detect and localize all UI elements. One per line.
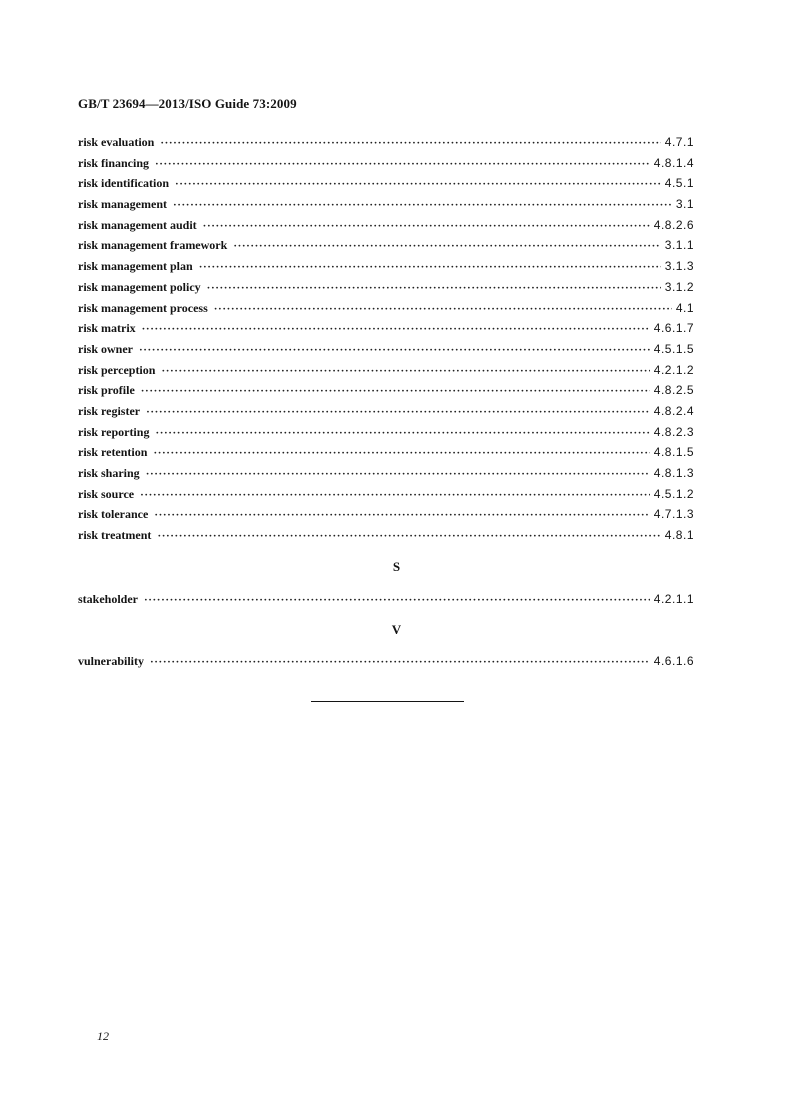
index-term: risk retention	[78, 445, 148, 460]
index-entry	[78, 153, 694, 174]
index-term: risk owner	[78, 341, 133, 356]
dot-leader	[233, 236, 660, 257]
index-ref: 3.1.1	[664, 238, 694, 253]
index-entry	[78, 277, 694, 298]
standard-header: GB/T 23694—2013/ISO Guide 73:2009	[78, 96, 297, 111]
index-ref: 3.1.3	[664, 259, 694, 274]
index-term: risk source	[78, 486, 135, 501]
index-entry	[78, 132, 694, 153]
index-term: risk sharing	[78, 466, 140, 480]
index-entry	[78, 525, 694, 546]
index-entry	[78, 380, 694, 401]
dot-leader	[161, 361, 649, 382]
index-ref: 4.8.1.4	[653, 155, 694, 170]
index-ref: 4.2.1.2	[653, 362, 694, 377]
index-term: risk identification	[78, 176, 170, 191]
dot-leader	[160, 133, 660, 154]
page-number: 12	[97, 1029, 109, 1043]
index-ref: 4.6.1.7	[653, 321, 694, 336]
index-term: vulnerability	[78, 654, 145, 668]
index-ref: 4.8.2.6	[653, 217, 694, 232]
index-ref: 3.1	[675, 197, 694, 212]
dot-leader	[153, 443, 649, 464]
dot-leader	[155, 423, 649, 444]
index-ref: 4.8.1.3	[653, 466, 694, 480]
index-entry	[78, 256, 694, 277]
index-ref: 4.5.1.5	[653, 341, 694, 356]
index-term: risk register	[78, 403, 141, 418]
index-entry	[78, 401, 694, 422]
index-term: risk reporting	[78, 424, 150, 439]
dot-leader	[146, 464, 650, 485]
index-term: risk treatment	[78, 528, 152, 543]
index-ref: 4.8.1	[664, 528, 694, 543]
index-term: stakeholder	[78, 592, 138, 606]
index-term: risk financing	[78, 155, 150, 170]
index-entry	[78, 194, 694, 215]
index-ref: 4.5.1	[664, 176, 694, 191]
index-list-r	[78, 132, 694, 546]
index-entry	[78, 339, 694, 360]
dot-leader	[141, 381, 650, 402]
index-ref: 4.6.1.6	[653, 654, 694, 668]
section-letter-s: S	[392, 559, 401, 574]
index-list-v	[78, 651, 694, 672]
index-ref: 4.8.2.3	[653, 424, 694, 439]
index-ref: 4.8.2.4	[653, 403, 694, 418]
index-ref: 4.2.1.1	[653, 592, 694, 606]
index-term: risk evaluation	[78, 135, 155, 149]
index-term: risk management plan	[78, 259, 193, 274]
index-entry	[78, 173, 694, 194]
dot-leader	[146, 402, 650, 423]
dot-leader	[144, 590, 650, 611]
section-letter-v: V	[391, 622, 402, 637]
dot-leader	[155, 154, 650, 175]
index-entry	[78, 484, 694, 505]
dot-leader	[199, 257, 661, 278]
dot-leader	[214, 299, 672, 320]
dot-leader	[154, 505, 649, 526]
index-term: risk management process	[78, 300, 208, 315]
index-list-s	[78, 589, 694, 610]
dot-leader	[142, 319, 650, 340]
index-term: risk matrix	[78, 321, 136, 336]
index-entry	[78, 589, 694, 610]
index-entry	[78, 463, 694, 484]
dot-leader	[175, 174, 661, 195]
index-term: risk tolerance	[78, 507, 149, 522]
index-ref: 4.5.1.2	[653, 486, 694, 501]
index-ref: 3.1.2	[664, 279, 694, 294]
index-ref: 4.7.1.3	[653, 507, 694, 522]
index-entry	[78, 442, 694, 463]
dot-leader	[157, 526, 660, 547]
index-entry	[78, 235, 694, 256]
index-entry	[78, 360, 694, 381]
end-rule	[311, 701, 464, 702]
index-ref: 4.8.2.5	[653, 383, 694, 398]
index-entry	[78, 422, 694, 443]
dot-leader	[140, 485, 650, 506]
index-ref: 4.1	[675, 300, 694, 315]
index-entry	[78, 651, 694, 672]
index-ref: 4.8.1.5	[653, 445, 694, 460]
dot-leader	[173, 195, 672, 216]
dot-leader	[207, 278, 661, 299]
index-entry	[78, 318, 694, 339]
index-term: risk management policy	[78, 279, 201, 294]
index-term: risk management	[78, 197, 167, 212]
index-entry	[78, 215, 694, 236]
index-term: risk management audit	[78, 217, 197, 232]
dot-leader	[139, 340, 650, 361]
index-term: risk management framework	[78, 238, 228, 253]
index-entry	[78, 504, 694, 525]
dot-leader	[150, 652, 650, 673]
index-entry	[78, 298, 694, 319]
index-term: risk profile	[78, 383, 135, 398]
index-ref: 4.7.1	[664, 135, 694, 149]
index-term: risk perception	[78, 362, 156, 377]
dot-leader	[203, 216, 650, 237]
